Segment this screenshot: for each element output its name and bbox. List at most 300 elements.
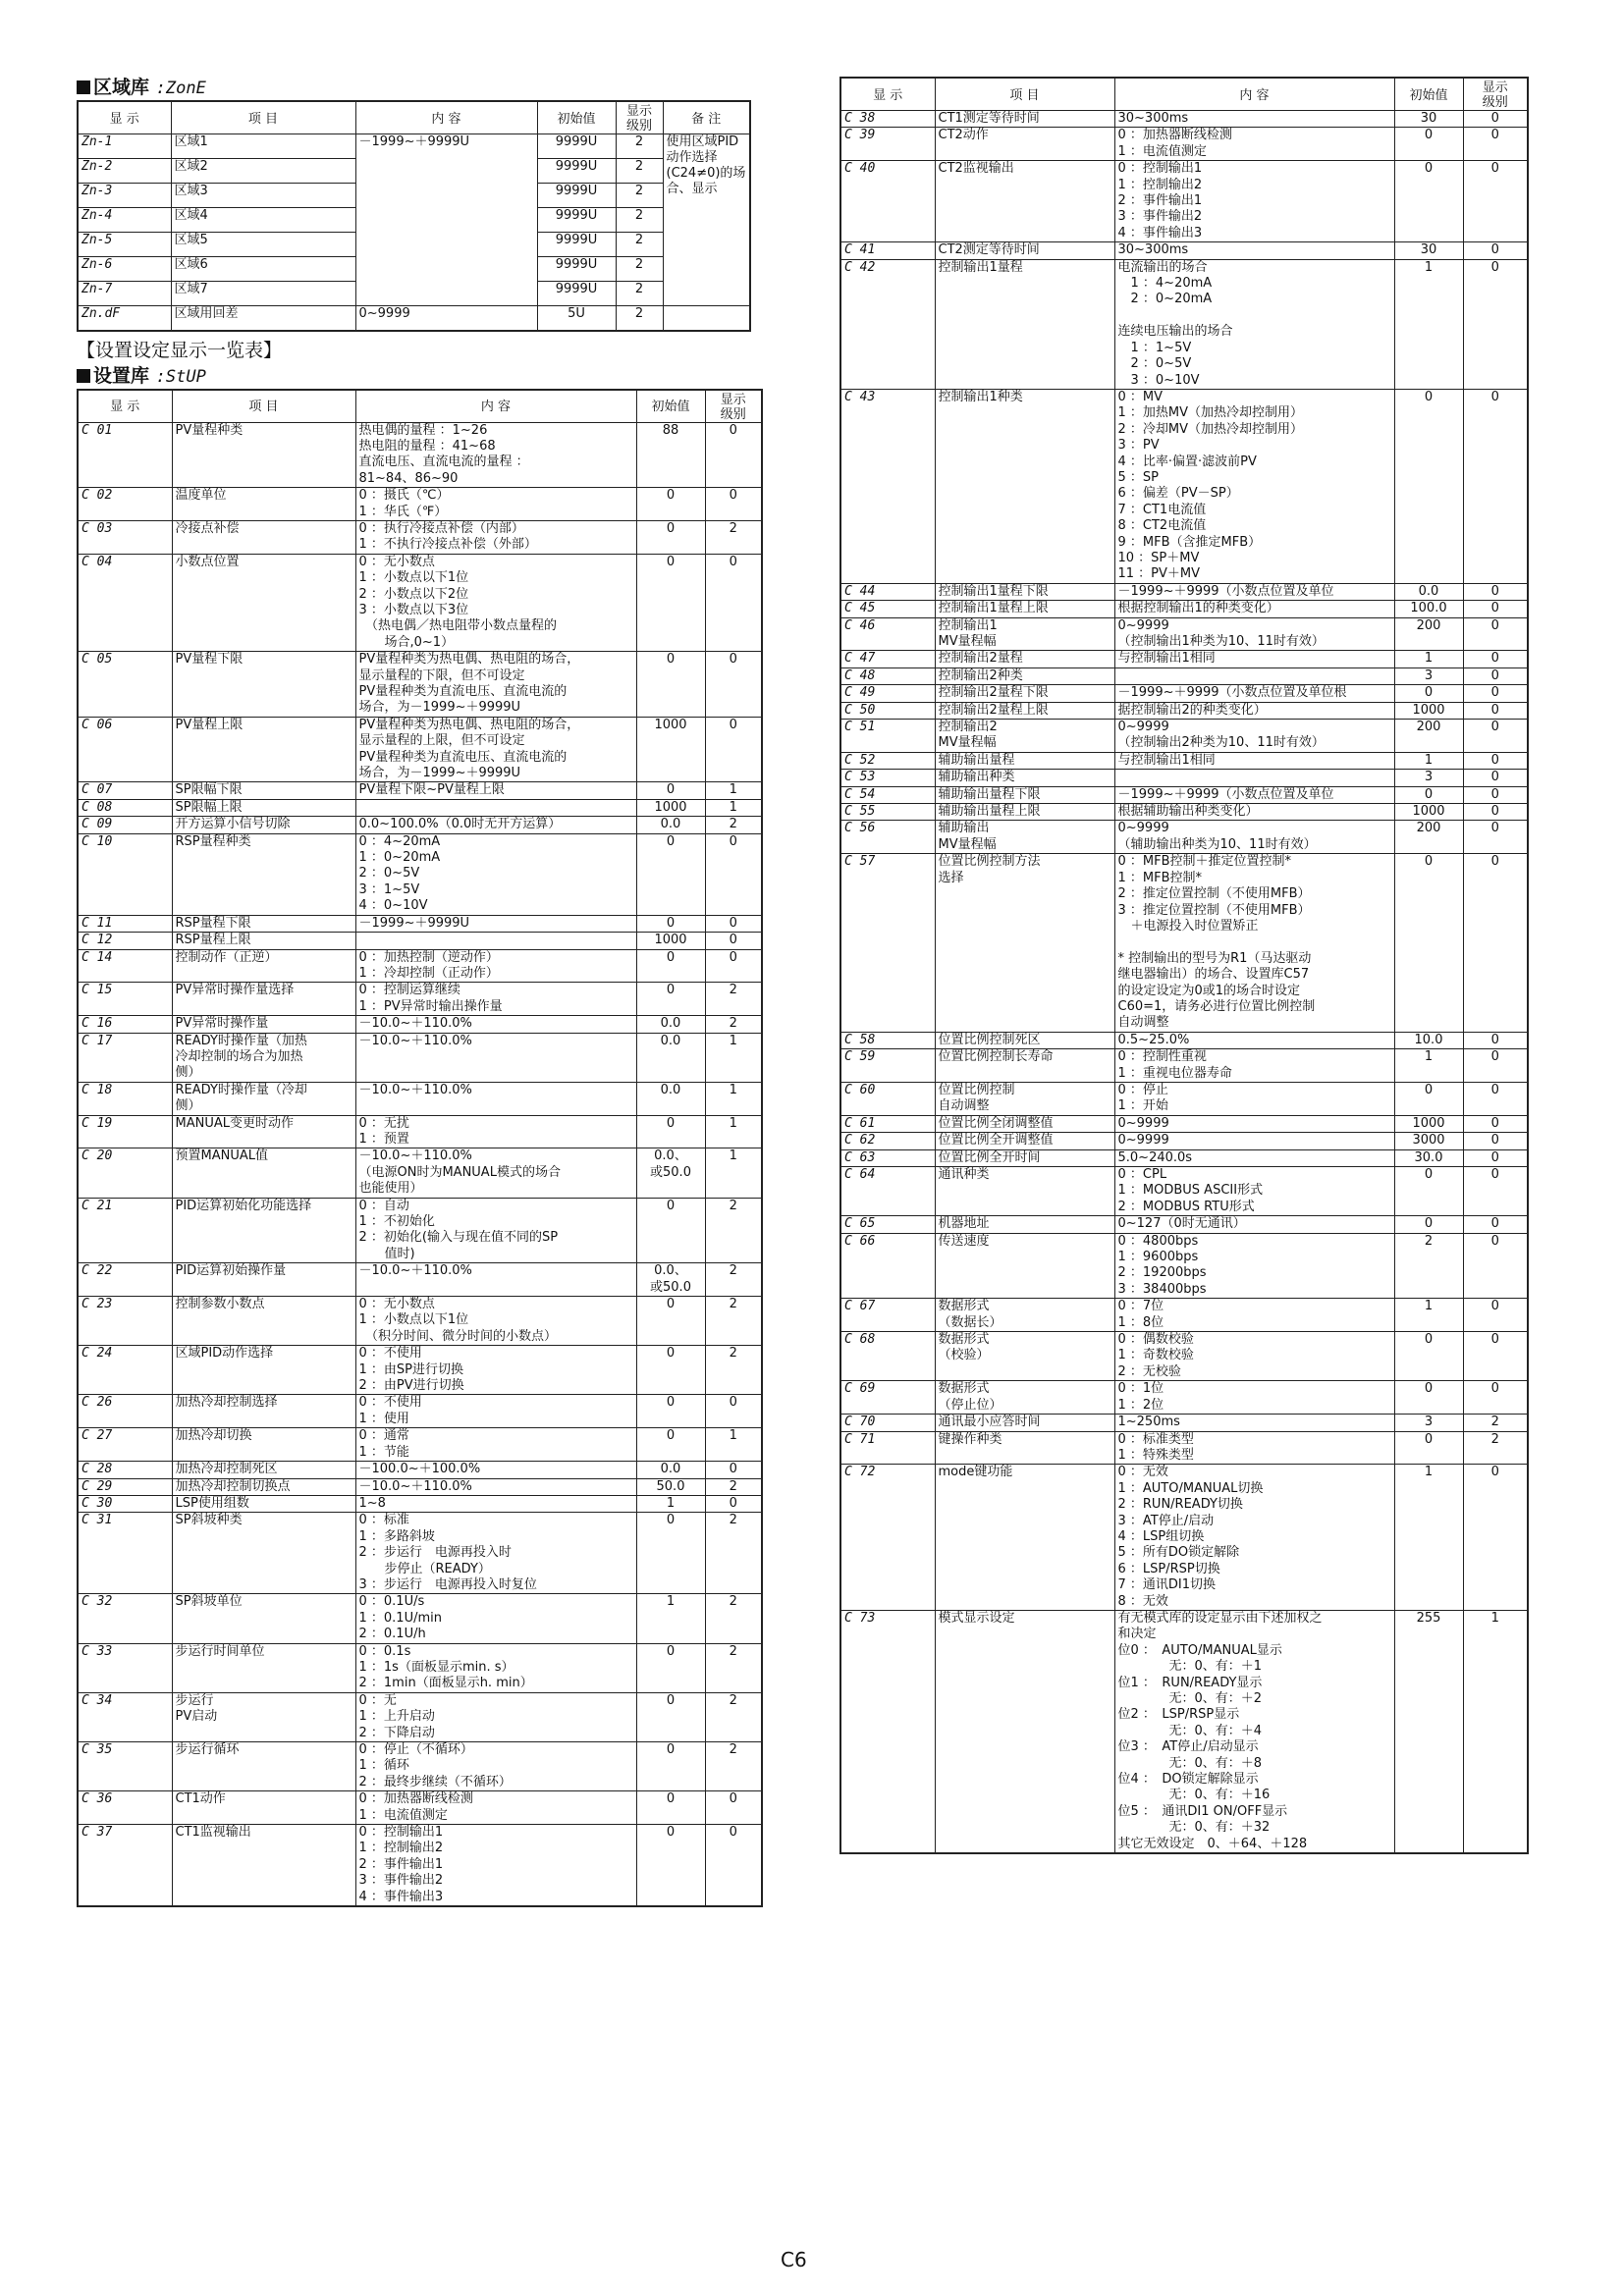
content: PV量程种类为热电偶、热电阻的场合， 显示量程的下限，但不可设定 PV量程种类为直流电压、直流电流的 场合，为－1999~＋9999U xyxy=(355,652,636,718)
table-row xyxy=(78,1082,762,1115)
display-level: 2 xyxy=(616,233,663,257)
table-row xyxy=(78,1016,762,1033)
content: －1999~＋9999U xyxy=(355,915,636,932)
display-code: C 28 xyxy=(78,1462,172,1478)
initial-value: 9999U xyxy=(537,282,616,306)
initial-value: 0 xyxy=(636,1198,705,1263)
item-name: SP限幅上限 xyxy=(172,799,355,816)
item-name: CT2动作 xyxy=(935,128,1114,161)
content: 0 ：通常 1 ：节能 xyxy=(355,1428,636,1462)
display-code: Zn-5 xyxy=(78,233,171,257)
content: －1999~＋9999（小数点位置及单位 xyxy=(1114,786,1394,803)
content: －1999~＋9999（小数点位置及单位 xyxy=(1114,583,1394,600)
column-header: 项 目 xyxy=(172,390,355,423)
table-row xyxy=(840,1049,1528,1083)
content: 有无模式库的设定显示由下述加权之 和决定 位0 ： AUTO/MANUAL显示 无：0、有：＋1 位1 ： RUN/READY显示 无：0、有：＋2 位2 ： LSP/RSP显示 无：0、有：＋4 位3 ： AT停止/启动显示 无：0、有：＋8 位4 ： DO锁定解除显示 无：0、有：＋16 位5 ： 通讯DI1 ON/OFF显示 无：0、有：＋32 其它无效设定 0、＋64、＋128 xyxy=(1114,1610,1394,1853)
display-code: C 40 xyxy=(840,161,935,242)
remark-empty xyxy=(663,306,750,331)
content: 0 ：停止（不循环） 1 ：循环 2 ：最终步继续（不循环） xyxy=(355,1742,636,1791)
table-row xyxy=(840,128,1528,161)
column-header: 显示 级别 xyxy=(705,390,762,423)
content: 5.0~240.0s xyxy=(1114,1149,1394,1166)
content: 0 ：控制性重视 1 ：重视电位器寿命 xyxy=(1114,1049,1394,1083)
display-level: 2 xyxy=(1463,1431,1528,1465)
display-code: C 01 xyxy=(78,422,172,488)
display-code: C 45 xyxy=(840,601,935,617)
table-row xyxy=(840,161,1528,242)
table-row xyxy=(78,1495,762,1512)
initial-value: 1 xyxy=(636,1594,705,1643)
display-code: C 60 xyxy=(840,1082,935,1115)
content: 0.5~25.0% xyxy=(1114,1032,1394,1048)
initial-value: 0 xyxy=(636,1643,705,1692)
display-level: 0 xyxy=(1463,242,1528,259)
initial-value: 0 xyxy=(636,1791,705,1825)
item-name: 位置比例全闭调整值 xyxy=(935,1115,1114,1132)
display-level: 0 xyxy=(1463,617,1528,651)
table-row xyxy=(78,1742,762,1791)
display-level: 2 xyxy=(616,257,663,282)
initial-value: 3 xyxy=(1394,667,1463,684)
table-row xyxy=(78,1478,762,1495)
list-heading: 【设置设定显示一览表】 xyxy=(77,339,283,361)
table-row xyxy=(840,752,1528,769)
display-code: C 19 xyxy=(78,1115,172,1148)
display-code: Zn-1 xyxy=(78,134,171,159)
initial-value: 0 xyxy=(1394,1216,1463,1233)
table-row xyxy=(840,1465,1528,1611)
display-code: C 02 xyxy=(78,488,172,521)
item-name: 控制输出1量程下限 xyxy=(935,583,1114,600)
item-name: 开方运算小信号切除 xyxy=(172,817,355,833)
item-name: RSP量程下限 xyxy=(172,915,355,932)
display-level: 1 xyxy=(705,782,762,799)
display-level: 0 xyxy=(1463,1233,1528,1299)
table-row xyxy=(78,833,762,915)
item-name: 数据形式 （数据长） xyxy=(935,1299,1114,1332)
initial-value: 0.0 xyxy=(636,1033,705,1082)
display-level: 0 xyxy=(1463,1167,1528,1216)
table-row xyxy=(840,259,1528,389)
display-code: C 68 xyxy=(840,1332,935,1381)
content: 0 ：MV 1 ：加热MV（加热冷却控制用） 2 ：冷却MV（加热冷却控制用） 3 ：PV 4 ：比率·偏置·滤波前PV 5 ：SP 6 ：偏差（PV－SP） 7 ：CT1电流值 8 ：CT2电流值 9 ：MFB（含推定MFB） 10 ：SP＋MV 11 ：PV＋MV xyxy=(1114,389,1394,583)
table-row xyxy=(840,702,1528,719)
initial-value: 0 xyxy=(636,652,705,718)
item-name: CT1测定等待时间 xyxy=(935,111,1114,128)
item-name: PV量程下限 xyxy=(172,652,355,718)
table-row xyxy=(840,242,1528,259)
initial-value: 3 xyxy=(1394,1415,1463,1431)
initial-value: 200 xyxy=(1394,720,1463,753)
column-header: 内 容 xyxy=(1114,78,1394,111)
display-level: 0 xyxy=(1463,1082,1528,1115)
table-row xyxy=(840,685,1528,702)
content: 0 ：0.1U/s 1 ：0.1U/min 2 ：0.1U/h xyxy=(355,1594,636,1643)
display-code: C 55 xyxy=(840,804,935,821)
display-level: 0 xyxy=(1463,1332,1528,1381)
initial-value: 0.0、 或50.0 xyxy=(636,1148,705,1198)
display-level: 0 xyxy=(1463,259,1528,389)
display-code: C 53 xyxy=(840,770,935,786)
table-row xyxy=(840,1115,1528,1132)
content: －10.0~＋110.0% （电源ON时为MANUAL模式的场合 也能使用） xyxy=(355,1148,636,1198)
initial-value: 1000 xyxy=(1394,702,1463,719)
setup-table-right xyxy=(839,77,1529,1854)
item-name: 传送速度 xyxy=(935,1233,1114,1299)
display-level: 2 xyxy=(616,306,663,331)
display-code: C 20 xyxy=(78,1148,172,1198)
table-row xyxy=(78,520,762,554)
item-name: 位置比例控制 自动调整 xyxy=(935,1082,1114,1115)
item-name: 控制输出1 MV量程幅 xyxy=(935,617,1114,651)
display-code: C 11 xyxy=(78,915,172,932)
content: 与控制输出1相同 xyxy=(1114,752,1394,769)
table-row xyxy=(840,1216,1528,1233)
display-level: 0 xyxy=(1463,161,1528,242)
initial-value: 0 xyxy=(636,983,705,1016)
item-name: 加热冷却切换 xyxy=(172,1428,355,1462)
initial-value: 30.0 xyxy=(1394,1149,1463,1166)
initial-value: 88 xyxy=(636,422,705,488)
display-level: 0 xyxy=(705,1791,762,1825)
display-code: C 34 xyxy=(78,1692,172,1741)
display-level: 0 xyxy=(1463,583,1528,600)
display-level: 0 xyxy=(705,1462,762,1478)
content: 0 ：无效 1 ：AUTO/MANUAL切换 2 ：RUN/READY切换 3 ：AT停止/启动 4 ：LSP组切换 5 ：所有DO锁定解除 6 ：LSP/RSP切换 7 ：通讯DI1切换 8 ：无效 xyxy=(1114,1465,1394,1611)
content: 0 ：7位 1 ：8位 xyxy=(1114,1299,1394,1332)
item-name: 温度单位 xyxy=(172,488,355,521)
left-column xyxy=(77,0,764,1907)
initial-value: 1 xyxy=(1394,1465,1463,1611)
initial-value: 10.0 xyxy=(1394,1032,1463,1048)
initial-value: 0 xyxy=(1394,854,1463,1032)
display-level: 2 xyxy=(705,1742,762,1791)
display-code: C 21 xyxy=(78,1198,172,1263)
display-level: 0 xyxy=(1463,1049,1528,1083)
item-name: LSP使用组数 xyxy=(172,1495,355,1512)
initial-value: 0 xyxy=(636,1346,705,1395)
content: －10.0~＋110.0% xyxy=(355,1263,636,1297)
column-header: 内 容 xyxy=(355,390,636,423)
display-code: C 56 xyxy=(840,821,935,854)
item-name: 加热冷却控制切换点 xyxy=(172,1478,355,1495)
item-name: 区域4 xyxy=(171,208,355,233)
item-name: 区域5 xyxy=(171,233,355,257)
table-row xyxy=(78,1198,762,1263)
table-row xyxy=(840,651,1528,667)
item-name: 步运行 PV启动 xyxy=(172,1692,355,1741)
content: 0 ：标准 1 ：多路斜坡 2 ：步运行 电源再投入时 步停止（READY） 3 ：步运行 电源再投入时复位 xyxy=(355,1513,636,1594)
initial-value: 0 xyxy=(1394,161,1463,242)
display-level: 2 xyxy=(616,208,663,233)
table-row xyxy=(78,933,762,949)
item-name: 控制参数小数点 xyxy=(172,1297,355,1346)
initial-value: 0 xyxy=(636,833,705,915)
initial-value: 0.0 xyxy=(636,1016,705,1033)
item-name: PID运算初始化功能选择 xyxy=(172,1198,355,1263)
table-row xyxy=(840,667,1528,684)
display-level: 2 xyxy=(705,817,762,833)
content: 据控制输出2的种类变化） xyxy=(1114,702,1394,719)
table-row xyxy=(78,717,762,782)
table-row xyxy=(840,111,1528,128)
item-name: 机器地址 xyxy=(935,1216,1114,1233)
item-name: 区域PID动作选择 xyxy=(172,1346,355,1395)
item-name: 辅助输出量程下限 xyxy=(935,786,1114,803)
square-bullet-icon xyxy=(77,80,90,94)
display-code: C 66 xyxy=(840,1233,935,1299)
display-code: C 59 xyxy=(840,1049,935,1083)
display-level: 1 xyxy=(1463,1610,1528,1853)
item-name: 控制输出2量程 xyxy=(935,651,1114,667)
content: 电流输出的场合 1 ：4~20mA 2 ：0~20mA 连续电压输出的场合 1 ：1~5V 2 ：0~5V 3 ：0~10V xyxy=(1114,259,1394,389)
display-level: 0 xyxy=(1463,770,1528,786)
initial-value: 1000 xyxy=(1394,1115,1463,1132)
content: 热电偶的量程 ：1~26 热电阻的量程 ：41~68 直流电压、直流电流的量程 ： 81~84、86~90 xyxy=(355,422,636,488)
setup-bank-title xyxy=(77,363,764,389)
initial-value: 0 xyxy=(1394,128,1463,161)
display-level: 2 xyxy=(616,282,663,306)
display-level: 2 xyxy=(705,1643,762,1692)
item-name: 步运行时间单位 xyxy=(172,1643,355,1692)
display-code: C 24 xyxy=(78,1346,172,1395)
display-level: 0 xyxy=(1463,651,1528,667)
table-row xyxy=(78,1148,762,1198)
display-code: C 18 xyxy=(78,1082,172,1115)
display-code: C 65 xyxy=(840,1216,935,1233)
content: 0~9999 （控制输出2种类为10、11时有效） xyxy=(1114,720,1394,753)
table-row xyxy=(840,1233,1528,1299)
initial-value: 0 xyxy=(636,949,705,983)
initial-value: 50.0 xyxy=(636,1478,705,1495)
column-header: 项 目 xyxy=(935,78,1114,111)
display-code: C 12 xyxy=(78,933,172,949)
item-name: MANUAL变更时动作 xyxy=(172,1115,355,1148)
item-name: 控制输出1种类 xyxy=(935,389,1114,583)
content: 30~300ms xyxy=(1114,111,1394,128)
content xyxy=(355,933,636,949)
display-level: 1 xyxy=(705,1033,762,1082)
initial-value: 30 xyxy=(1394,111,1463,128)
display-code: Zn.dF xyxy=(78,306,171,331)
content: 0~9999 xyxy=(1114,1133,1394,1149)
table-row xyxy=(78,422,762,488)
initial-value: 0 xyxy=(1394,389,1463,583)
table-row xyxy=(840,1381,1528,1415)
initial-value: 30 xyxy=(1394,242,1463,259)
display-level: 2 xyxy=(705,520,762,554)
item-name: PV量程上限 xyxy=(172,717,355,782)
item-name: 控制输出2量程下限 xyxy=(935,685,1114,702)
content: 0~9999 （辅助输出种类为10、11时有效） xyxy=(1114,821,1394,854)
initial-value: 0 xyxy=(636,1428,705,1462)
table-row xyxy=(78,1428,762,1462)
content: 0 ：停止 1 ：开始 xyxy=(1114,1082,1394,1115)
content: 0 ：执行冷接点补偿（内部） 1 ：不执行冷接点补偿（外部） xyxy=(355,520,636,554)
display-code: Zn-7 xyxy=(78,282,171,306)
item-name: 冷接点补偿 xyxy=(172,520,355,554)
content: PV量程下限~PV量程上限 xyxy=(355,782,636,799)
table-row xyxy=(78,488,762,521)
content: 0 ：MFB控制＋推定位置控制* 1 ：MFB控制* 2 ：推定位置控制（不使用MFB） 3 ：推定位置控制（不使用MFB） ＋电源投入时位置矫正 * 控制输出的型号为R1（马达驱动 继电器输出）的场合、设置库C57 的设定设定为0或1的场合时设定 C60=1，请务必进行位置比例控制 自动调整 xyxy=(1114,854,1394,1032)
initial-value: 9999U xyxy=(537,134,616,159)
display-level: 2 xyxy=(705,1016,762,1033)
display-code: C 58 xyxy=(840,1032,935,1048)
column-header: 初始值 xyxy=(537,101,616,134)
table-row xyxy=(78,915,762,932)
remark: 使用区域PID动作选择(C24≠0)的场合、显示 xyxy=(663,134,750,306)
initial-value: 1 xyxy=(636,1495,705,1512)
display-code: Zn-3 xyxy=(78,184,171,208)
display-level: 0 xyxy=(705,1395,762,1428)
item-name: 位置比例控制死区 xyxy=(935,1032,1114,1048)
item-name: 加热冷却控制死区 xyxy=(172,1462,355,1478)
item-name: PID运算初始操作量 xyxy=(172,1263,355,1297)
initial-value: 0 xyxy=(636,520,705,554)
display-level: 2 xyxy=(616,184,663,208)
content: 0 ：CPL 1 ：MODBUS ASCII形式 2 ：MODBUS RTU形式 xyxy=(1114,1167,1394,1216)
display-level: 0 xyxy=(1463,1032,1528,1048)
table-row xyxy=(78,1297,762,1346)
item-name: 键操作种类 xyxy=(935,1431,1114,1465)
content: 1~250ms xyxy=(1114,1415,1394,1431)
item-name: 位置比例控制方法 选择 xyxy=(935,854,1114,1032)
initial-value: 0 xyxy=(636,782,705,799)
table-row xyxy=(840,1299,1528,1332)
item-name: SP斜坡种类 xyxy=(172,1513,355,1594)
column-header: 初始值 xyxy=(636,390,705,423)
item-name: 预置MANUAL值 xyxy=(172,1148,355,1198)
initial-value: 0.0 xyxy=(636,817,705,833)
display-code: C 67 xyxy=(840,1299,935,1332)
display-level: 0 xyxy=(1463,667,1528,684)
display-level: 0 xyxy=(705,554,762,651)
content: 0~9999 （控制输出1种类为10、11时有效） xyxy=(1114,617,1394,651)
table-row xyxy=(840,601,1528,617)
display-level: 0 xyxy=(705,915,762,932)
display-code: C 14 xyxy=(78,949,172,983)
table-row xyxy=(840,770,1528,786)
display-code: C 06 xyxy=(78,717,172,782)
display-level: 0 xyxy=(1463,1216,1528,1233)
content: 0 ：控制输出1 1 ：控制输出2 2 ：事件输出1 3 ：事件输出2 4 ：事件输出3 xyxy=(1114,161,1394,242)
display-level: 0 xyxy=(1463,1381,1528,1415)
content: 0 ：标准类型 1 ：特殊类型 xyxy=(1114,1431,1394,1465)
item-name: 位置比例控制长寿命 xyxy=(935,1049,1114,1083)
table-row xyxy=(840,1167,1528,1216)
table-row xyxy=(840,583,1528,600)
initial-value: 0 xyxy=(636,1692,705,1741)
item-name: 辅助输出量程上限 xyxy=(935,804,1114,821)
content: 0 ：加热器断线检测 1 ：电流值测定 xyxy=(1114,128,1394,161)
item-name: PV量程种类 xyxy=(172,422,355,488)
right-column xyxy=(839,0,1529,1854)
item-name: 区域3 xyxy=(171,184,355,208)
display-level: 0 xyxy=(1463,685,1528,702)
display-level: 2 xyxy=(705,1513,762,1594)
initial-value: 0 xyxy=(1394,685,1463,702)
item-name: 控制输出2 MV量程幅 xyxy=(935,720,1114,753)
content: 0 ：无 1 ：上升启动 2 ：下降启动 xyxy=(355,1692,636,1741)
display-level: 0 xyxy=(1463,804,1528,821)
initial-value: 5U xyxy=(537,306,616,331)
table-row xyxy=(840,804,1528,821)
table-row xyxy=(840,1082,1528,1115)
display-code: Zn-2 xyxy=(78,159,171,184)
item-name: 控制输出1量程 xyxy=(935,259,1114,389)
display-level: 0 xyxy=(1463,821,1528,854)
setup-title-text: 设置库 xyxy=(93,364,156,387)
display-code: C 72 xyxy=(840,1465,935,1611)
display-level: 0 xyxy=(1463,752,1528,769)
table-row xyxy=(78,1643,762,1692)
item-name: READY时操作量（冷却 侧） xyxy=(172,1082,355,1115)
initial-value: 0 xyxy=(1394,786,1463,803)
display-level: 0 xyxy=(705,833,762,915)
item-name: 通讯最小应答时间 xyxy=(935,1415,1114,1431)
display-code: C 50 xyxy=(840,702,935,719)
header-row xyxy=(78,101,750,134)
content: 0 ：无小数点 1 ：小数点以下1位 2 ：小数点以下2位 3 ：小数点以下3位 （热电偶／热电阻带小数点量程的 场合,0~1） xyxy=(355,554,636,651)
content: 0 ：偶数校验 1 ：奇数校验 2 ：无校验 xyxy=(1114,1332,1394,1381)
display-level: 2 xyxy=(705,1297,762,1346)
initial-value: 1000 xyxy=(636,717,705,782)
item-name: 位置比例全开时间 xyxy=(935,1149,1114,1166)
table-row xyxy=(78,983,762,1016)
display-level: 1 xyxy=(705,1082,762,1115)
display-code: C 04 xyxy=(78,554,172,651)
display-level: 2 xyxy=(705,983,762,1016)
display-code: C 09 xyxy=(78,817,172,833)
initial-value: 1000 xyxy=(636,799,705,816)
item-name: 控制输出1量程上限 xyxy=(935,601,1114,617)
table-row xyxy=(840,821,1528,854)
item-name: 控制输出2量程上限 xyxy=(935,702,1114,719)
initial-value: 100.0 xyxy=(1394,601,1463,617)
display-level: 1 xyxy=(705,1148,762,1198)
table-row xyxy=(840,1610,1528,1853)
display-code: Zn-6 xyxy=(78,257,171,282)
display-code: C 08 xyxy=(78,799,172,816)
table-row xyxy=(78,1346,762,1395)
content: 0 ：摄氏（℃） 1 ：华氏（℉） xyxy=(355,488,636,521)
table-row xyxy=(78,1791,762,1825)
initial-value: 9999U xyxy=(537,257,616,282)
initial-value: 2 xyxy=(1394,1233,1463,1299)
display-level: 0 xyxy=(1463,720,1528,753)
display-code: C 47 xyxy=(840,651,935,667)
setup-table-left xyxy=(77,389,763,1908)
display-code: C 61 xyxy=(840,1115,935,1132)
content: 0 ：1位 1 ：2位 xyxy=(1114,1381,1394,1415)
display-code: C 46 xyxy=(840,617,935,651)
initial-value: 9999U xyxy=(537,208,616,233)
header-row xyxy=(840,78,1528,111)
initial-value: 0 xyxy=(1394,1332,1463,1381)
display-level: 0 xyxy=(1463,854,1528,1032)
table-row xyxy=(78,1513,762,1594)
display-level: 0 xyxy=(1463,786,1528,803)
zone-title-text: 区域库 xyxy=(93,77,156,98)
table-row xyxy=(840,1431,1528,1465)
display-code: C 70 xyxy=(840,1415,935,1431)
display-level: 0 xyxy=(705,1825,762,1907)
initial-value: 0 xyxy=(1394,1082,1463,1115)
display-code: C 57 xyxy=(840,854,935,1032)
item-name: SP斜坡单位 xyxy=(172,1594,355,1643)
display-code: C 31 xyxy=(78,1513,172,1594)
display-code: C 10 xyxy=(78,833,172,915)
